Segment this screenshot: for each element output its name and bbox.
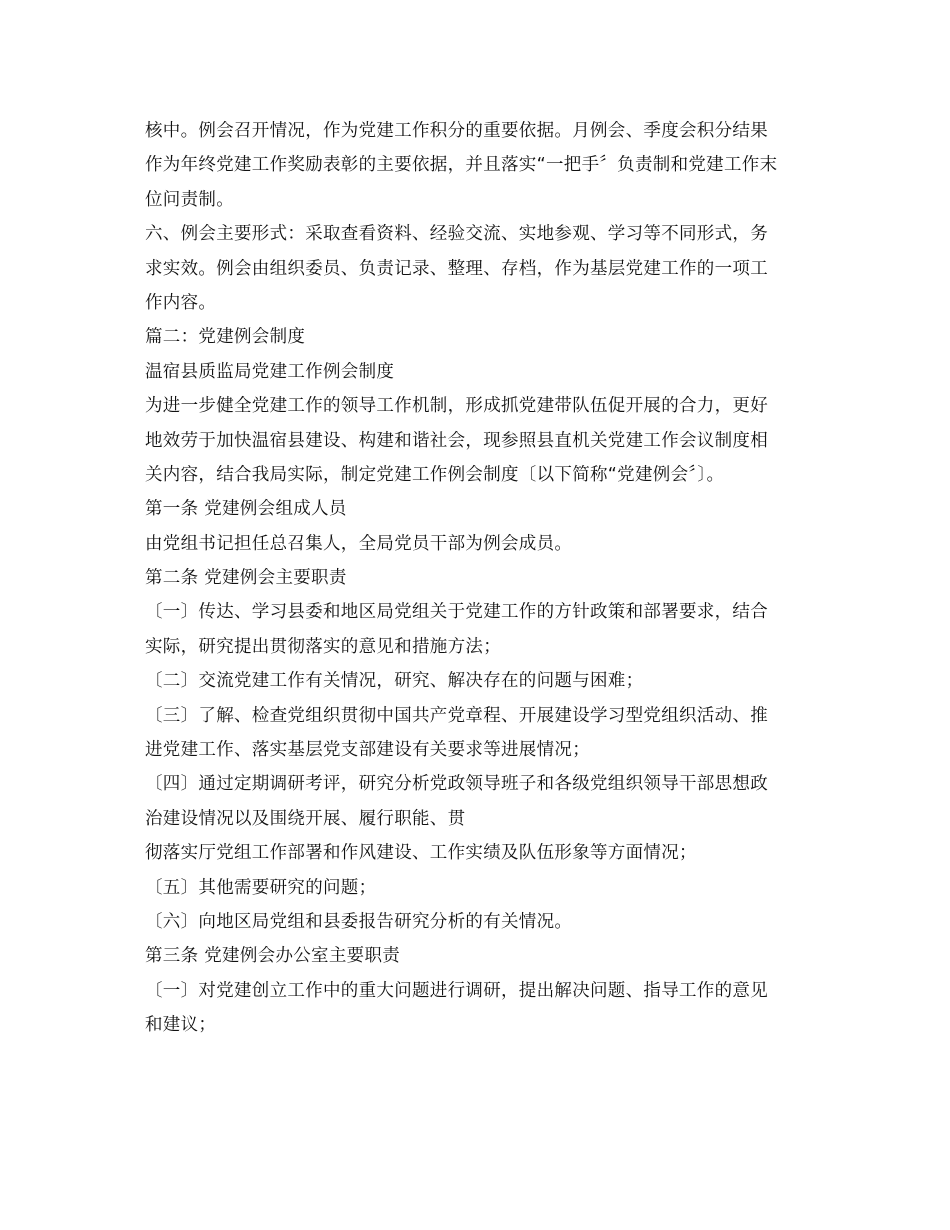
list-item: 〔三〕了解、检查党组织贯彻中国共产党章程、开展建设学习型党组织活动、推	[145, 705, 768, 726]
text-line: 关内容，结合我局实际，制定党建工作例会制度〔以下简称“党建例会〞〕。	[145, 464, 725, 485]
article-heading: 第一条 党建例会组成人员	[145, 499, 347, 520]
list-item: 〔四〕通过定期调研考评，研究分析党政领导班子和各级党组织领导干部思想政	[145, 774, 768, 795]
text-line: 作内容。	[145, 292, 217, 313]
text-line: 作为年终党建工作奖励表彰的主要依据，并且落实“一把手〞负责制和党建工作末	[145, 155, 778, 176]
list-item: 〔一〕对党建创立工作中的重大问题进行调研，提出解决问题、指导工作的意见	[145, 980, 768, 1001]
article-heading: 第二条 党建例会主要职责	[145, 568, 347, 589]
text-line: 求实效。例会由组织委员、负责记录、整理、存档，作为基层党建工作的一项工	[145, 258, 768, 279]
text-line: 实际，研究提出贯彻落实的意见和措施方法；	[145, 636, 501, 657]
list-item: 〔一〕传达、学习县委和地区局党组关于党建工作的方针政策和部署要求，结合	[145, 602, 768, 623]
document-title: 温宿县质监局党建工作例会制度	[145, 361, 395, 382]
text-line: 为进一步健全党建工作的领导工作机制，形成抓党建带队伍促开展的合力，更好	[145, 396, 768, 417]
list-item: 〔六〕向地区局党组和县委报告研究分析的有关情况。	[145, 911, 573, 932]
text-line: 和建议；	[145, 1015, 217, 1036]
list-item: 〔五〕其他需要研究的问题；	[145, 877, 377, 898]
list-item: 〔二〕交流党建工作有关情况，研究、解决存在的问题与困难；	[145, 671, 644, 692]
chapter-heading: 篇二：党建例会制度	[145, 327, 306, 348]
text-line: 地效劳于加快温宿县建设、构建和谐社会，现参照县直机关党建工作会议制度相	[145, 430, 768, 451]
article-heading: 第三条 党建例会办公室主要职责	[145, 946, 401, 967]
text-line: 核中。例会召开情况，作为党建工作积分的重要依据。月例会、季度会积分结果	[145, 121, 768, 141]
document-body	[145, 114, 810, 1043]
text-line: 彻落实厅党组工作部署和作风建设、工作实绩及队伍形象等方面情况；	[145, 843, 697, 864]
text-line: 由党组书记担任总召集人，全局党员干部为例会成员。	[145, 533, 573, 554]
text-line: 位问责制。	[145, 189, 234, 210]
text-line: 进党建工作、落实基层党支部建设有关要求等进展情况；	[145, 740, 590, 761]
section-heading: 六、例会主要形式：采取查看资料、经验交流、实地参观、学习等不同形式，务	[145, 224, 768, 245]
text-line: 治建设情况以及围绕开展、履行职能、贯	[145, 808, 466, 829]
